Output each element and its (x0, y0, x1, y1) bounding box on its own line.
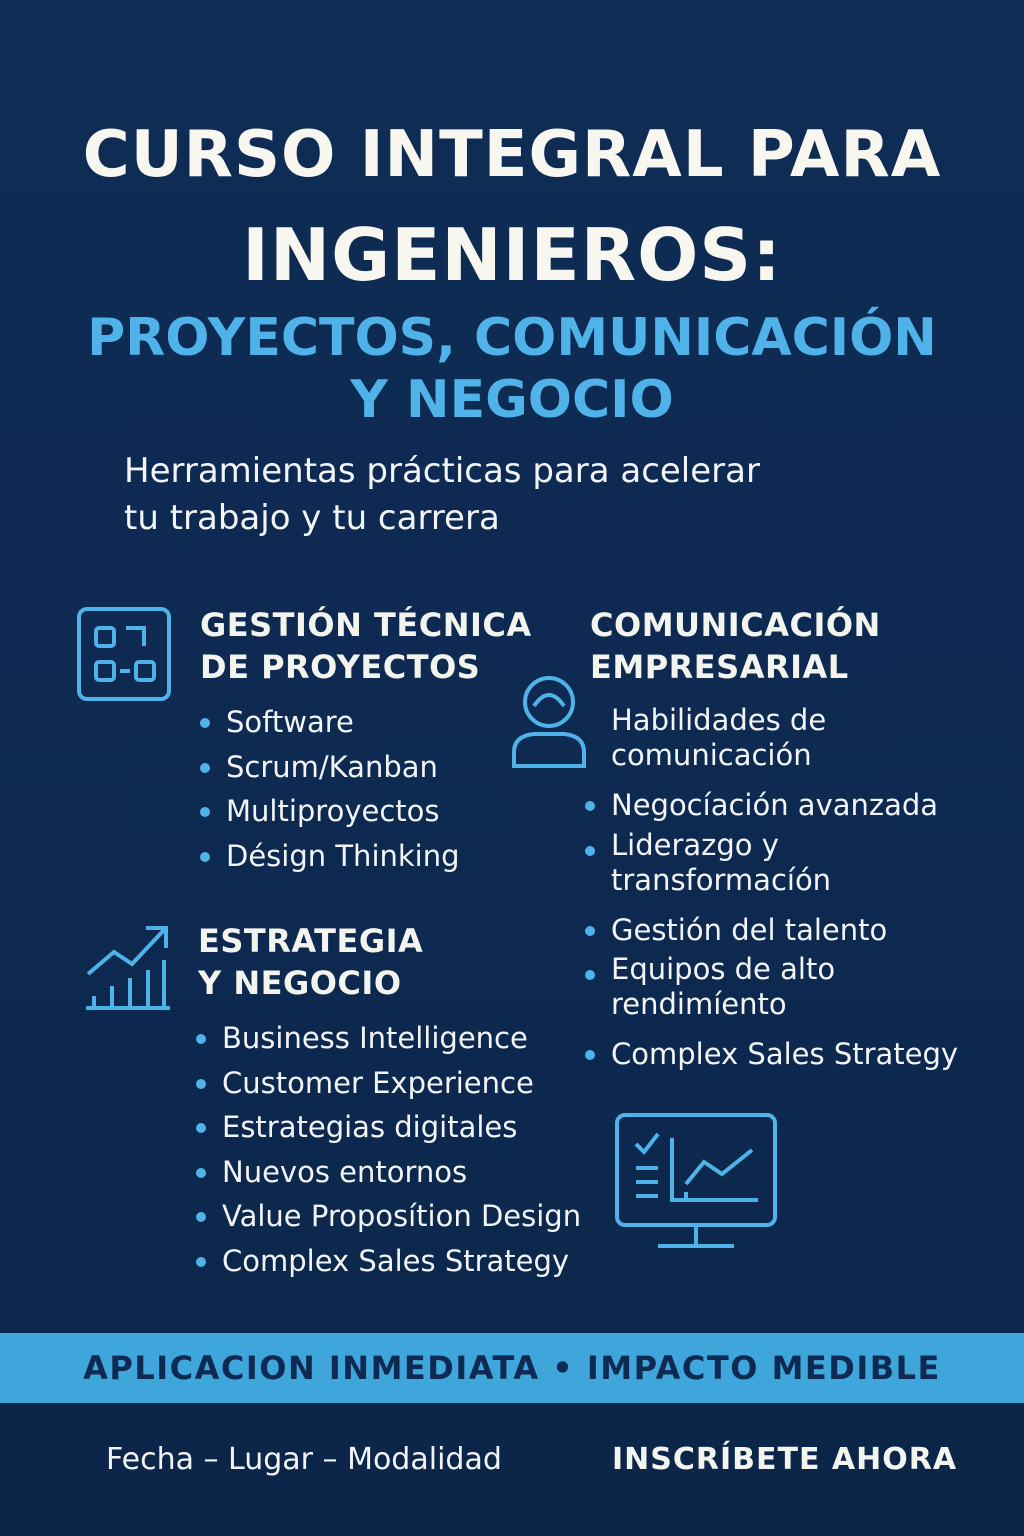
title-line-2: INGENIEROS: (242, 213, 782, 297)
list-item: Habilidades de comunicación (611, 703, 827, 772)
section-title-gestion: GESTIÓN TÉCNICA DE PROYECTOS (200, 606, 532, 686)
list-item: Multiproyectos (198, 789, 460, 834)
growth-chart-icon (84, 920, 174, 1012)
list-item: Negocíación avanzada (583, 783, 983, 828)
gestion-list (198, 700, 460, 878)
subtitle-line-2: Y NEGOCIO (350, 370, 674, 430)
tagline-line-1: Herramientas prácticas para acelerar (124, 451, 760, 491)
list-item: Nuevos entornos (194, 1150, 581, 1195)
list-item: Estrategias digitales (194, 1105, 581, 1150)
project-board-icon (76, 606, 172, 702)
monitor-dashboard-icon (614, 1112, 780, 1252)
list-item: Value Proposítion Design (194, 1194, 581, 1239)
list-item: Désign Thinking (198, 834, 460, 879)
tagline-line-2: tu trabajo y tu carrera (124, 498, 500, 538)
list-item: Complex Sales Strategy (194, 1239, 581, 1284)
list-item: Business Intelligence (194, 1016, 581, 1061)
person-icon (510, 672, 588, 770)
register-cta[interactable]: INSCRÍBETE AHORA (612, 1442, 958, 1477)
tagline (124, 448, 884, 542)
list-item: Liderazgo y transformacíón (583, 828, 883, 898)
list-item: Complex Sales Strategy (583, 1032, 983, 1077)
section-title-estrategia: ESTRATEGIA Y NEGOCIO (198, 922, 424, 1002)
estrategia-list (194, 1016, 581, 1283)
list-item: Scrum/Kanban (198, 745, 460, 790)
list-item: Equipos de alto rendimíento (583, 952, 883, 1022)
comunicacion-list (583, 703, 983, 1077)
list-item: Customer Experience (194, 1061, 581, 1106)
event-details: Fecha – Lugar – Modalidad (106, 1442, 502, 1477)
title-line-1: CURSO INTEGRAL PARA (82, 118, 942, 192)
section-title-comunicacion: COMUNICACIÓN EMPRESARIAL (590, 606, 881, 686)
subtitle-line-1: PROYECTOS, COMUNICACIÓN (87, 308, 937, 368)
list-item: Software (198, 700, 460, 745)
list-item: Gestión del talento (583, 908, 983, 953)
highlight-band: APLICACION INMEDIATA • IMPACTO MEDIBLE (0, 1333, 1024, 1403)
